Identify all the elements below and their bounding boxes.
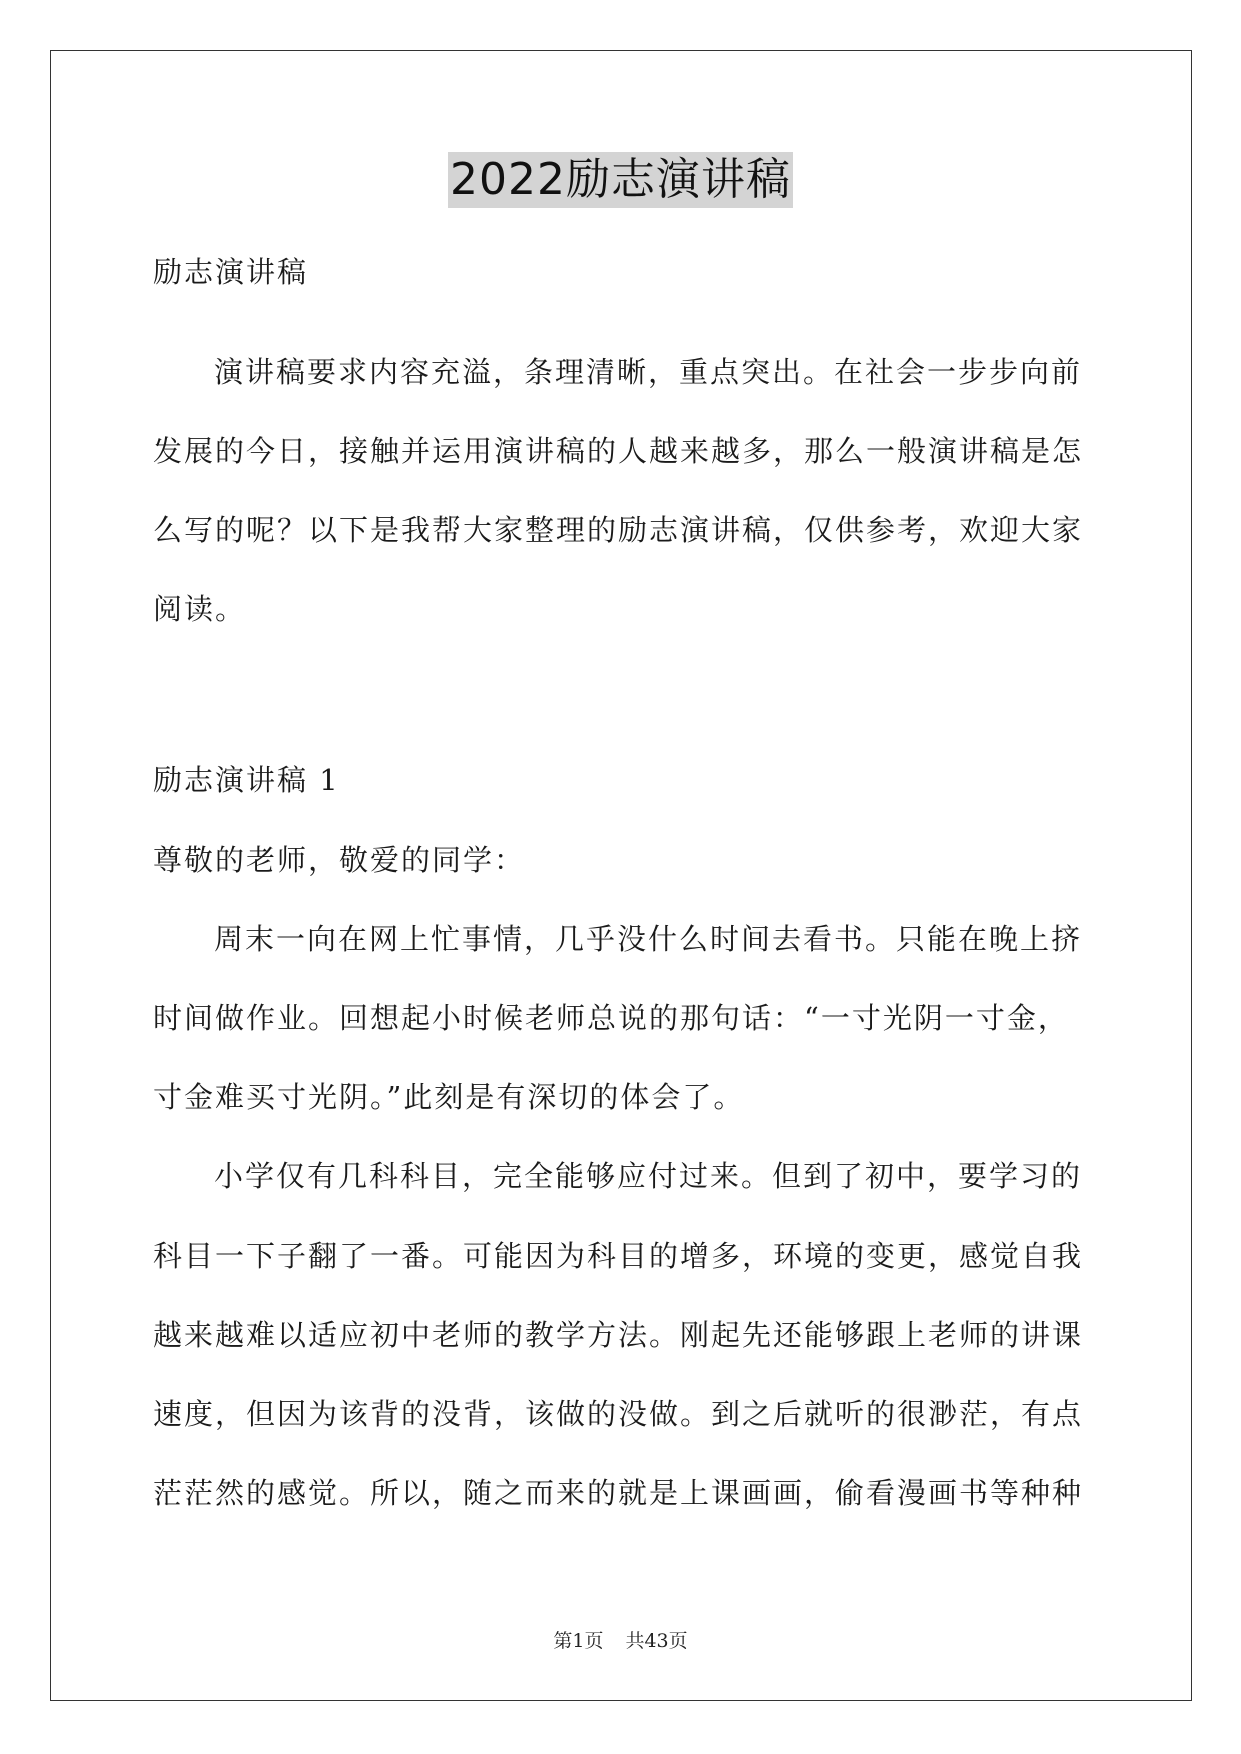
section-title: 励志演讲稿 1 xyxy=(153,763,340,797)
page-total: 共43页 xyxy=(625,1630,688,1652)
document-title: 2022励志演讲稿 xyxy=(448,152,793,208)
page-footer xyxy=(0,1628,1241,1654)
para2-line-4: 速度，但因为该背的没背，该做的没做。到之后就听的很渺茫，有点 xyxy=(153,1397,1084,1431)
intro-line-2: 发展的今日，接触并运用演讲稿的人越来越多，那么一般演讲稿是怎 xyxy=(153,434,1084,468)
para2-line-1: 小学仅有几科科目，完全能够应付过来。但到了初中，要学习的 xyxy=(214,1159,1083,1193)
para1-line-2: 时间做作业。回想起小时候老师总说的那句话：“一寸光阴一寸金， xyxy=(153,1001,1069,1035)
intro-line-3: 么写的呢？以下是我帮大家整理的励志演讲稿，仅供参考，欢迎大家 xyxy=(153,513,1084,547)
para2-line-2: 科目一下子翻了一番。可能因为科目的增多，环境的变更，感觉自我 xyxy=(153,1239,1084,1273)
intro-line-1: 演讲稿要求内容充溢，条理清晰，重点突出。在社会一步步向前 xyxy=(214,355,1083,389)
intro-line-4: 阅读。 xyxy=(153,592,247,626)
para1-line-3: 寸金难买寸光阴。”此刻是有深切的体会了。 xyxy=(153,1080,745,1114)
salutation: 尊敬的老师，敬爱的同学： xyxy=(153,843,526,877)
para2-line-3: 越来越难以适应初中老师的教学方法。刚起先还能够跟上老师的讲课 xyxy=(153,1318,1084,1352)
section-heading: 励志演讲稿 xyxy=(153,255,309,289)
title-container xyxy=(0,152,1241,208)
para2-line-5: 茫茫然的感觉。所以，随之而来的就是上课画画，偷看漫画书等种种 xyxy=(153,1476,1084,1510)
page-number: 第1页 xyxy=(553,1630,604,1652)
para1-line-1: 周末一向在网上忙事情，几乎没什么时间去看书。只能在晚上挤 xyxy=(214,922,1083,956)
